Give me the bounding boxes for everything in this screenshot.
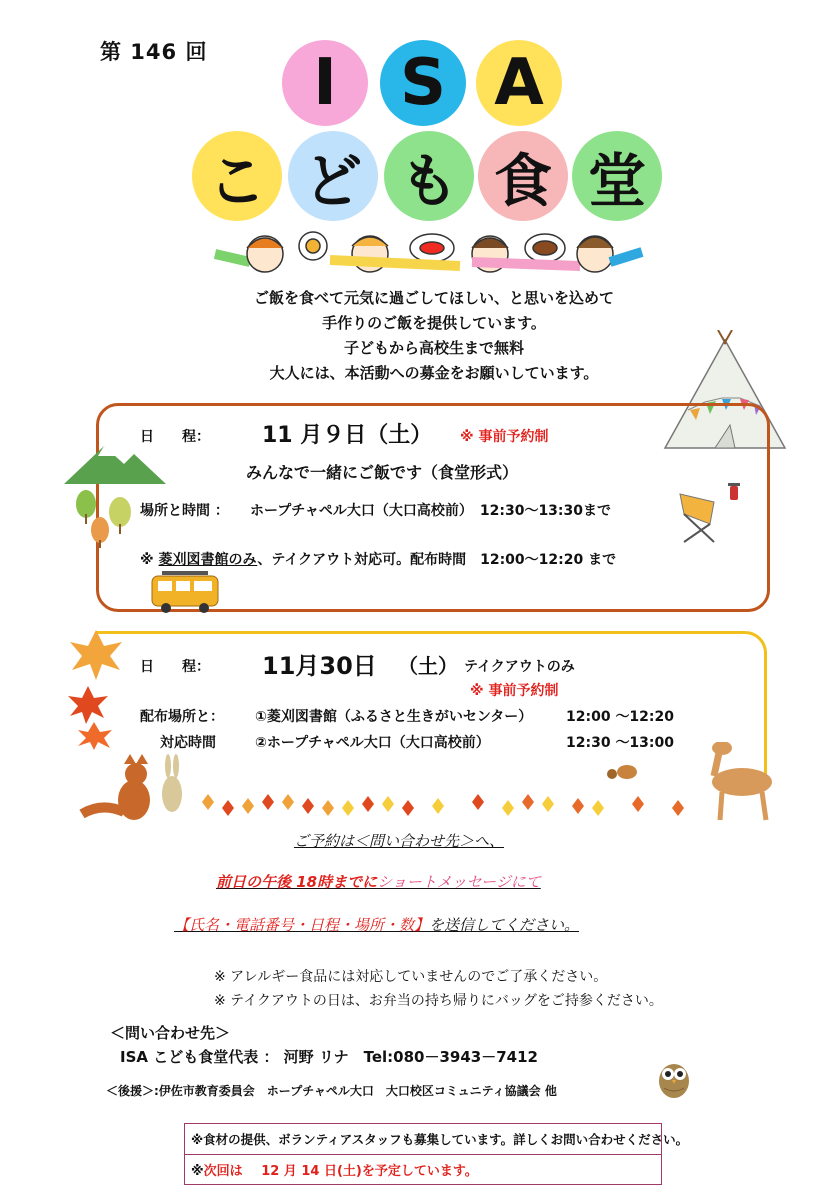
bus-icon [150, 568, 222, 614]
event2-place-1: ①菱刈図書館（ふるさと生きがいセンター） [255, 709, 533, 725]
intro-line: 子どもから高校生まで無料 [343, 339, 524, 357]
forest-animals-illustration [72, 742, 802, 832]
edition-number: 第 146 回 [100, 40, 208, 64]
footer-box [184, 1123, 689, 1185]
owl-icon [654, 1056, 694, 1100]
sponsors-line: ＜後援＞:伊佐市教育委員会 ホープチャペル大口 大口校区コミュニティ協議会 他 [106, 1084, 557, 1098]
contact-line: ISA こども食堂代表 ： 河野 リナ Tel:080－3943－7412 [120, 1048, 538, 1066]
title-letter-a: A [476, 40, 562, 126]
footer-next-day: 12 月 14 日(土) [261, 1164, 362, 1179]
reserve-deadline: 前日の午後 18時までに [216, 873, 378, 891]
event2-date: 11月30日 [262, 652, 377, 680]
title-char-ko: こ [192, 131, 282, 221]
footer-next-date [191, 1160, 478, 1179]
event2-day: （土） [398, 654, 458, 678]
event1-place-label: 場所と時間 ： [140, 503, 229, 519]
children-illustration [210, 222, 650, 282]
autumn-leaves-illustration [64, 626, 134, 750]
event2-place-2: ②ホープチャペル大口（大口高校前） [255, 735, 490, 751]
event1-date: 11 月９日（土） [262, 423, 433, 448]
contact-heading: ＜問い合わせ先＞ [110, 1024, 231, 1042]
title-char-mo: も [384, 131, 474, 221]
intro-line: 大人には、本活動への募金をお願いしています。 [269, 364, 599, 382]
reserve-fields: 【氏名・電話番号・日程・場所・数】 [174, 916, 430, 934]
event1-note-rest: 、テイクアウト対応可。配布時間 12:00～12:20 まで [257, 552, 617, 568]
note-allergy: ※ アレルギー食品には対応していませんのでご了承ください。 [214, 969, 608, 985]
event1-subtitle: みんなで一緒にご飯です（食堂形式） [246, 463, 519, 482]
title-letter-i: I [282, 40, 368, 126]
event2-schedule-label: 日 程： [140, 659, 210, 675]
event1-schedule-label: 日 程： [140, 429, 210, 445]
event1-note [140, 549, 616, 569]
event2-time-2: 12:30 ～13:00 [566, 735, 675, 751]
event2-place-label-2: 対応時間 [160, 735, 216, 751]
footer-next-mark: ※ [191, 1164, 204, 1179]
reserve-send: を送信してください。 [429, 916, 580, 934]
footer-next-rest: を予定しています。 [361, 1164, 478, 1179]
reserve-line-1: ご予約は＜問い合わせ先＞へ、 [294, 832, 505, 850]
title-char-do2: 堂 [572, 131, 662, 221]
reserve-method: ショートメッセージにて [377, 873, 541, 891]
camping-chair-icon [674, 480, 754, 546]
event2-place-label-1: 配布場所と： [140, 709, 224, 725]
title-char-shoku: 食 [478, 131, 568, 221]
note-takeout-bag: ※ テイクアウトの日は、お弁当の持ち帰りにバッグをご持参ください。 [214, 993, 663, 1009]
event2-reservation: ※ 事前予約制 [470, 683, 559, 699]
event1-place: ホープチャペル大口（大口高校前） 12:30～13:30まで [250, 503, 612, 519]
event2-takeout: テイクアウトのみ [464, 659, 575, 675]
event1-note-underlined: 菱刈図書館のみ [158, 552, 258, 568]
event1-note-mark: ※ [140, 552, 154, 568]
reserve-line-3 [174, 914, 579, 935]
title-letter-s: S [380, 40, 466, 126]
intro-line: ご飯を食べて元気に過ごしてほしい、と思いを込めて [253, 289, 614, 307]
reserve-line-2 [216, 871, 541, 892]
intro-line: 手作りのご飯を提供しています。 [322, 314, 546, 332]
footer-next-label: 次回は [203, 1164, 243, 1179]
event1-reservation: ※ 事前予約制 [460, 429, 549, 445]
footer-volunteer: ※食材の提供、ボランティアスタッフも募集しています。詳しくお問い合わせください。 [191, 1132, 689, 1147]
title-char-do: ど [288, 131, 378, 221]
mountain-trees-illustration [64, 440, 168, 550]
event2-time-1: 12:00 ～12:20 [566, 709, 675, 725]
